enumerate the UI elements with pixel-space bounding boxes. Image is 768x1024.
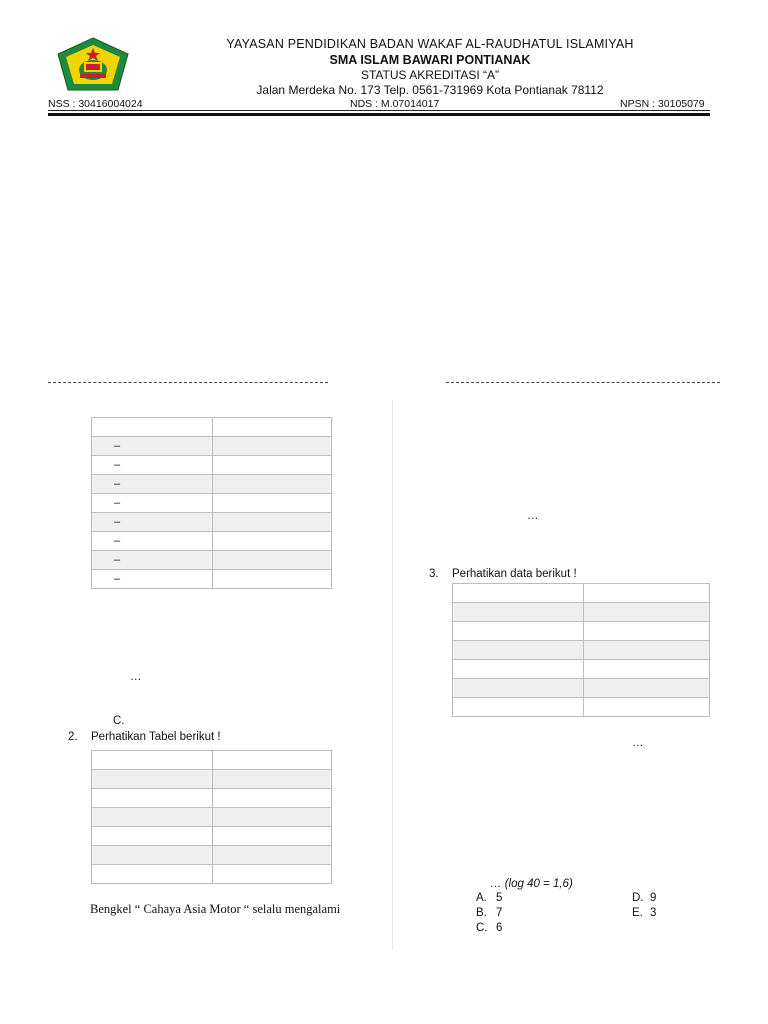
option-d-value: 9	[650, 892, 657, 904]
table-row	[92, 494, 332, 513]
option-d-label: D.	[632, 892, 644, 904]
school-address: Jalan Merdeka No. 173 Telp. 0561-731969 Kota Pontianak 78112	[256, 83, 604, 97]
table-cell	[92, 418, 213, 437]
table-cell	[584, 698, 710, 717]
table-cell	[213, 437, 332, 456]
table-cell	[213, 865, 332, 884]
table-cell	[92, 751, 213, 770]
table-row	[92, 418, 332, 437]
option-a-label: A.	[476, 892, 487, 904]
table-cell: –	[92, 570, 213, 589]
table-cell	[584, 622, 710, 641]
nds-number: NDS : M.07014017	[350, 98, 440, 110]
table-row	[92, 475, 332, 494]
table-cell	[453, 603, 584, 622]
table-row	[92, 789, 332, 808]
table-cell	[92, 846, 213, 865]
school-name: SMA ISLAM BAWARI PONTIANAK	[329, 53, 531, 67]
table-3	[452, 583, 710, 717]
table-cell	[453, 679, 584, 698]
table-row	[453, 622, 710, 641]
question-3-text: Perhatikan data berikut !	[452, 568, 577, 580]
table-row	[92, 751, 332, 770]
table-cell	[584, 641, 710, 660]
option-c-value: 6	[496, 922, 503, 934]
accreditation-status: STATUS AKREDITASI “A”	[360, 68, 500, 82]
question-2-number: 2.	[68, 731, 78, 743]
header-rule-thick	[48, 113, 710, 116]
table-cell	[213, 827, 332, 846]
table-cell	[213, 789, 332, 808]
table-cell	[213, 808, 332, 827]
option-c-label: C.	[113, 715, 125, 727]
table-cell	[453, 641, 584, 660]
table-cell	[213, 770, 332, 789]
table-cell	[584, 679, 710, 698]
question-2-text: Perhatikan Tabel berikut !	[91, 731, 221, 743]
table-cell	[584, 603, 710, 622]
table-2	[91, 750, 332, 884]
table-cell	[213, 570, 332, 589]
table-cell	[213, 475, 332, 494]
table-cell	[92, 808, 213, 827]
table-row	[92, 827, 332, 846]
table-cell: –	[92, 494, 213, 513]
option-b-label: B.	[476, 907, 487, 919]
table-cell: –	[92, 437, 213, 456]
table-row	[92, 570, 332, 589]
table-row	[92, 770, 332, 789]
table-cell: –	[92, 456, 213, 475]
table-row	[92, 456, 332, 475]
column-divider	[392, 400, 393, 950]
table-1	[91, 417, 332, 589]
foundation-name: YAYASAN PENDIDIKAN BADAN WAKAF AL-RAUDHATUL ISLAMIYAH	[226, 37, 634, 51]
table-row	[92, 865, 332, 884]
table-row	[92, 437, 332, 456]
table-cell	[213, 846, 332, 865]
right-dashed-divider	[446, 382, 720, 383]
table-row	[92, 532, 332, 551]
table-row	[453, 660, 710, 679]
table-cell	[453, 584, 584, 603]
table-row	[453, 698, 710, 717]
right-ellipsis-mid: …	[632, 737, 644, 749]
left-dashed-divider	[48, 382, 328, 383]
school-logo	[56, 36, 130, 92]
table-cell	[584, 584, 710, 603]
table-row	[453, 679, 710, 698]
table-cell	[453, 698, 584, 717]
option-e-label: E.	[632, 907, 643, 919]
option-a-value: 5	[496, 892, 503, 904]
table-cell	[92, 827, 213, 846]
table-cell	[213, 751, 332, 770]
right-ellipsis-top: …	[527, 510, 539, 522]
table-cell	[213, 551, 332, 570]
option-c-label-right: C.	[476, 922, 488, 934]
nss-number: NSS : 30416004024	[48, 98, 143, 110]
table-row	[92, 808, 332, 827]
table-cell	[92, 770, 213, 789]
table-cell	[92, 789, 213, 808]
table-cell	[213, 532, 332, 551]
table-cell: –	[92, 551, 213, 570]
table-cell: –	[92, 475, 213, 494]
header-rule-thin	[48, 110, 710, 111]
question-text-bengkel: Bengkel “ Cahaya Asia Motor “ selalu mengalami	[90, 902, 341, 916]
table-cell	[92, 865, 213, 884]
table-cell	[453, 622, 584, 641]
table-row	[453, 603, 710, 622]
table-cell	[213, 513, 332, 532]
npsn-number: NPSN : 30105079	[620, 98, 705, 110]
table-cell	[213, 494, 332, 513]
table-cell	[213, 456, 332, 475]
left-ellipsis: …	[130, 671, 142, 683]
table-cell: –	[92, 532, 213, 551]
table-row	[453, 584, 710, 603]
table-row	[92, 846, 332, 865]
table-row	[92, 513, 332, 532]
question-3-number: 3.	[429, 568, 439, 580]
table-cell	[453, 660, 584, 679]
option-e-value: 3	[650, 907, 657, 919]
table-row	[453, 641, 710, 660]
table-row	[92, 551, 332, 570]
log-hint: … (log 40 = 1,6)	[490, 878, 573, 890]
table-cell	[213, 418, 332, 437]
table-cell: –	[92, 513, 213, 532]
option-b-value: 7	[496, 907, 503, 919]
table-cell	[584, 660, 710, 679]
